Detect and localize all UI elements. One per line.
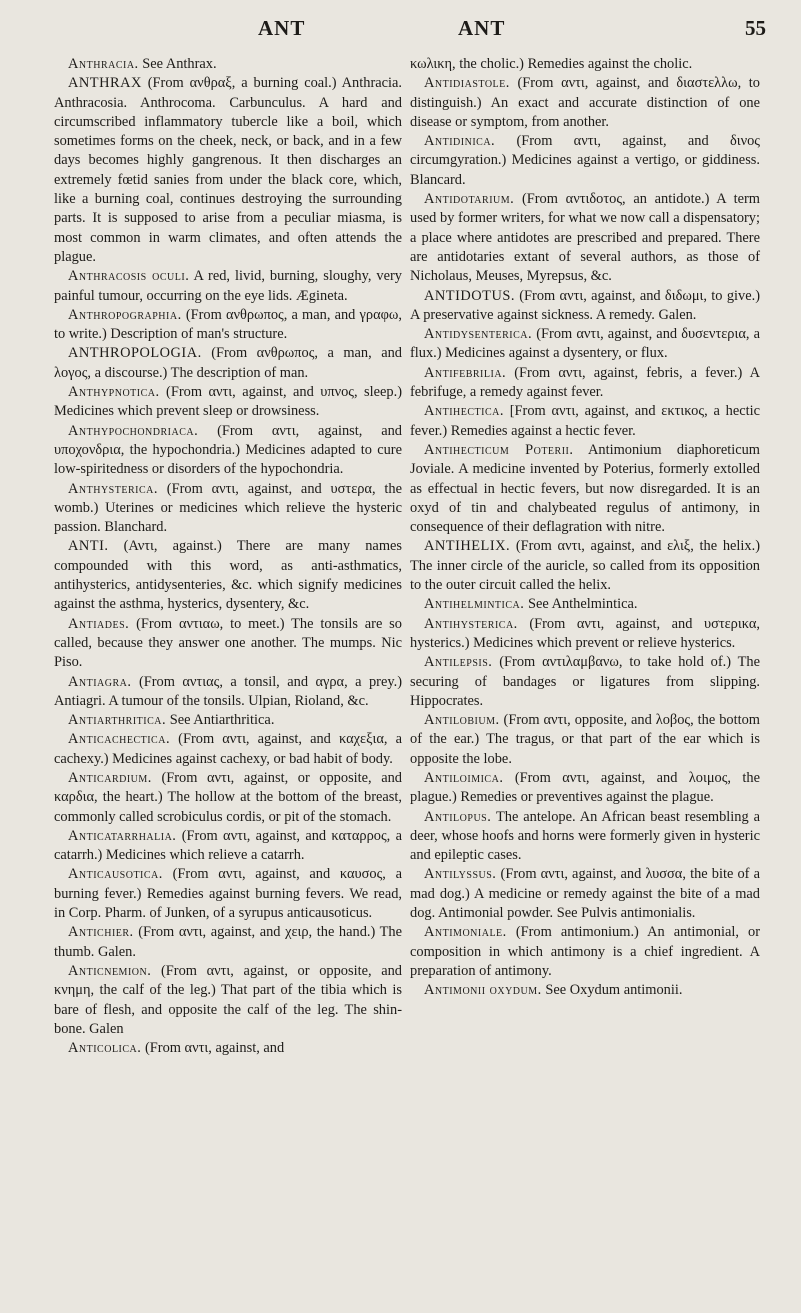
entry-headword: Anticachectica.: [68, 731, 171, 748]
dictionary-entry: [54, 383, 402, 422]
entry-headword: Anticardium.: [68, 769, 152, 786]
page-number: 55: [745, 16, 766, 40]
dictionary-entry: [54, 923, 402, 962]
running-head-left: ANT: [258, 16, 306, 40]
dictionary-entry: [54, 865, 402, 923]
entry-text: (From αντι, against, and ελιξ, the helix.) The inner circle of the auricle, so called from its opposition to the outer circuit called the helix.: [410, 538, 760, 594]
entry-headword: Antifebrilia.: [424, 364, 507, 381]
entry-text: (From αντι, against, and υστερα, the womb.) Uterines or medicines which relieve the hysteric passion. Blanchard.: [54, 480, 402, 536]
entry-headword: Anthypnotica.: [68, 384, 160, 401]
entry-headword: Anticnemion.: [68, 962, 152, 979]
entry-text: (From αντι, against, and καχεξια, a cachexy.) Medicines against cachexy, or bad habit of body.: [54, 731, 402, 767]
dictionary-entry: [410, 190, 760, 286]
dictionary-entry: [54, 962, 402, 1039]
entry-headword: Antilepsis.: [424, 654, 493, 671]
entry-headword: Anticolica.: [68, 1040, 142, 1057]
entry-headword: Antidiastole.: [424, 75, 510, 92]
dictionary-entry: [410, 865, 760, 923]
entry-headword: Anthracia.: [68, 56, 139, 72]
entry-headword: Antidotarium.: [424, 191, 515, 208]
entry-headword: Antiagra.: [68, 673, 132, 690]
dictionary-entry: [54, 711, 402, 730]
dictionary-entry: [54, 769, 402, 827]
entry-text: See Anthrax.: [142, 56, 217, 72]
entry-headword: ANTHRAX: [68, 75, 142, 92]
running-header: [0, 12, 801, 48]
dictionary-entry: [410, 537, 760, 595]
dictionary-entry: [410, 615, 760, 654]
dictionary-entry: [54, 480, 402, 538]
dictionary-entry: [54, 267, 402, 306]
entry-text: The antelope. An African beast resembling a deer, whose hoofs and horns were formerly given in hysteric and epileptic cases.: [410, 808, 760, 864]
entry-text: A red, livid, burning, sloughy, very painful tumour, occurring on the eye lids. Ægineta.: [54, 268, 402, 304]
entry-text: (Αντι, against.) There are many names compounded with this word, as anti-asthmatics, antihysterics, antidysenteries, &c. which signify medicines against the asthma, hysterics, dysentery, &c.: [54, 538, 402, 613]
entry-headword: Antiloimica.: [424, 769, 504, 786]
entry-text: (From αντι, against, or opposite, and κνημη, the calf of the leg.) That part of the tibia which is bare of flesh, and opposite the calf of the leg. The shin-bone. Galen: [54, 962, 402, 1037]
dictionary-entry: [410, 74, 760, 132]
right-column: [410, 55, 760, 1001]
entry-headword: Antilopus.: [424, 808, 492, 825]
entry-headword: Antichier.: [68, 924, 134, 941]
left-column: [54, 55, 402, 1058]
entry-headword: Antimonii oxydum.: [424, 982, 542, 999]
dictionary-entry: [410, 923, 760, 981]
entry-headword: ANTI.: [68, 538, 109, 555]
entry-headword: Antihectica.: [424, 403, 504, 420]
entry-text: (From αντι, against, and καταρρος, a catarrh.) Medicines which relieve a catarrh.: [54, 827, 402, 864]
dictionary-entry: [410, 325, 760, 364]
dictionary-entry: [54, 537, 402, 614]
dictionary-entry: [54, 306, 402, 345]
entry-headword: Antiades.: [68, 615, 130, 632]
entry-text: (From αντι, opposite, and λοβος, the bottom of the ear.) The tragus, or that part of the ear which is opposite the lobe.: [410, 712, 760, 767]
dictionary-entry: [410, 808, 760, 866]
entry-text: (From αντι, against, and δινος circumgyration.) Medicines against a vertigo, or giddiness. Blancard.: [410, 133, 760, 188]
entry-text: (From αντι, against, and: [144, 1040, 285, 1057]
dictionary-entry: [410, 55, 760, 74]
entry-text: See Oxydum antimonii.: [545, 982, 683, 999]
entry-text: See Anthelmintica.: [527, 596, 638, 613]
running-head-right: ANT: [458, 16, 506, 40]
entry-headword: Antihecticum Poterii.: [424, 441, 574, 458]
entry-text: (From αντι, against, and καυσος, a burning fever.) Remedies against burning fevers. We read, in Corp. Pharm. of Junken, of a syrupus anticausoticus.: [54, 866, 402, 922]
dictionary-entry: [54, 74, 402, 267]
entry-text: (From αντι, against, and χειρ, the hand.) The thumb. Galen.: [54, 924, 402, 960]
entry-text: Antimonium diaphoreticum Joviale. A medicine invented by Poterius, formerly extolled as effectual in hectic fevers, but now disregarded. It is an oxyd of tin and chalybeated regulus of antimony, in consequence of their deflagration with nitre.: [410, 441, 760, 536]
entry-headword: Anthropographia.: [68, 306, 182, 323]
entry-text: (From αντι, against, febris, a fever.) A febrifuge, a remedy against fever.: [410, 364, 760, 401]
dictionary-entry: [54, 1039, 402, 1058]
entry-headword: Anthypochondriaca.: [68, 422, 199, 439]
entry-text: See Antiarthritica.: [169, 712, 275, 729]
dictionary-entry: [410, 287, 760, 326]
entry-headword: ANTIDOTUS.: [424, 287, 515, 304]
entry-text: (From αντι, against, and διδωμι, to give.) A preservative against sickness. A remedy. Galen.: [410, 287, 760, 323]
entry-text: (From αντι, against, and λυσσα, the bite of a mad dog.) A medicine or remedy against the bite of a mad dog. Antimonial powder. See Pulvis antimonialis.: [410, 866, 760, 922]
dictionary-entry: [54, 344, 402, 383]
entry-text: (From ανθραξ, a burning coal.) Anthracia. Anthracosia. Anthrocoma. Carbunculus. A hard and circumscribed inflammatory tubercle like a boil, which sometimes forms on the cheek, neck, or back, and in a few days becomes highly gangrenous. It then discharges an extremely fœtid sanies from under the black core, which, like a burning coal, continues destroying the surrounding parts. It is supposed to arise from a peculiar miasma, is most common in warm climates, and often attends the plague.: [54, 75, 402, 265]
entry-text: (From αντι, against, or opposite, and καρδια, the heart.) The hollow at the bottom of the breast, commonly called scrobiculus cordis, or pit of the stomach.: [54, 769, 402, 825]
dictionary-entry: [410, 653, 760, 711]
entry-text: (From αντιαω, to meet.) The tonsils are so called, because they answer one another. The mumps. Nic Piso.: [54, 615, 402, 671]
dictionary-entry: [54, 422, 402, 480]
entry-text: (From αντιας, a tonsil, and αγρα, a prey.) Antiagri. A tumour of the tonsils. Ulpian, Rioland, &c.: [54, 673, 402, 709]
entry-headword: Anthracosis oculi.: [68, 268, 190, 285]
entry-text: (From αντιλαμβανω, to take hold of.) The securing of bandages or ligatures from slipping. Hippocrates.: [410, 654, 760, 709]
entry-text: (From antimonium.) An antimonial, or composition in which antimony is a chief ingredient. A preparation of antimony.: [410, 924, 760, 979]
entry-headword: Antidinica.: [424, 133, 496, 150]
entry-text: (From ανθρωπος, a man, and γραφω, to write.) Description of man's structure.: [54, 306, 402, 343]
entry-headword: Antimoniale.: [424, 924, 507, 941]
entry-headword: Antilobium.: [424, 712, 500, 729]
dictionary-entry: [54, 827, 402, 866]
entry-headword: Antihelmintica.: [424, 596, 525, 613]
dictionary-entry: [410, 441, 760, 537]
dictionary-entry: [410, 981, 760, 1000]
entry-headword: ANTHROPOLOGIA.: [68, 345, 202, 362]
entry-headword: Anticausotica.: [68, 866, 163, 883]
dictionary-entry: [410, 595, 760, 614]
entry-text: (From αντι, against, and δυσεντερια, a flux.) Medicines against a dysentery, or flux.: [410, 326, 760, 362]
dictionary-entry: [54, 615, 402, 673]
entry-headword: Antilyssus.: [424, 866, 497, 883]
entry-headword: Antihysterica.: [424, 615, 518, 632]
entry-text: [From αντι, against, and εκτικος, a hectic fever.) Remedies against a hectic fever.: [410, 403, 760, 439]
dictionary-entry: [410, 364, 760, 403]
entry-text: (From αντι, against, and λοιμος, the plague.) Remedies or preventives against the plague.: [410, 769, 760, 806]
entry-headword: Antiarthritica.: [68, 712, 167, 729]
entry-headword: Anthysterica.: [68, 480, 158, 497]
entry-text: (From αντιδοτος, an antidote.) A term used by former writers, for what we now call a dispensatory; a place where antidotes are prescribed and prepared. There are antidotaries extant of several authors, as those of Nicholaus, Meuses, Myrepsus, &c.: [410, 191, 760, 285]
entry-text: κωλικη, the cholic.) Remedies against the cholic.: [410, 56, 693, 72]
dictionary-entry: [54, 55, 402, 74]
dictionary-entry: [410, 711, 760, 769]
dictionary-entry: [410, 769, 760, 808]
dictionary-entry: [410, 132, 760, 190]
entry-text: (From αντι, against, and υστερικα, hysterics.) Medicines which prevent or relieve hysterics.: [410, 615, 760, 651]
entry-headword: ANTIHELIX.: [424, 538, 511, 555]
dictionary-entry: [54, 673, 402, 712]
entry-text: (From ανθρωπος, a man, and λογος, a discourse.) The description of man.: [54, 345, 402, 381]
entry-text: (From αντι, against, and διαστελλω, to distinguish.) An exact and accurate distinction of one disease or symptom, from another.: [410, 75, 760, 130]
entry-text: (From αντι, against, and υποχονδρια, the hypochondria.) Medicines adapted to cure low-spiritedness or disorders of the hypochondria.: [54, 422, 402, 478]
entry-text: (From αντι, against, and υπνος, sleep.) Medicines which prevent sleep or drowsiness.: [54, 384, 402, 420]
dictionary-entry: [54, 730, 402, 769]
dictionary-entry: [410, 402, 760, 441]
entry-headword: Antidysenterica.: [424, 326, 533, 343]
entry-headword: Anticatarrhalia.: [68, 827, 177, 844]
